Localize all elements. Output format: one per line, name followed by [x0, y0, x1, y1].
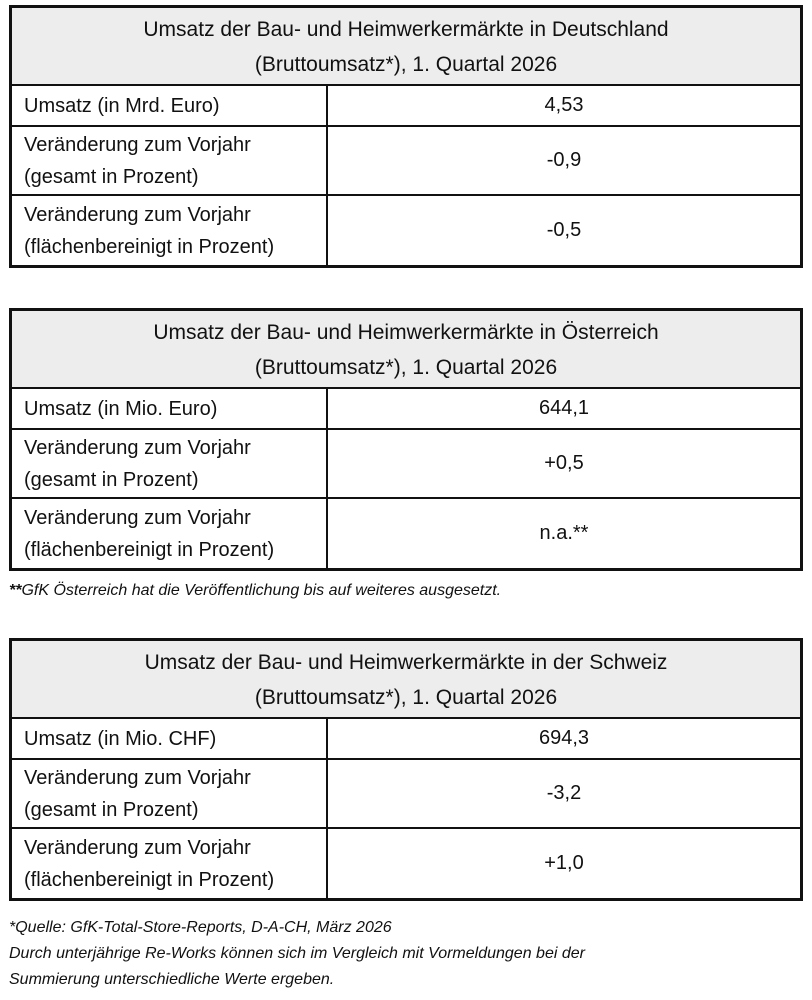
- row-label-line: Veränderung zum Vorjahr: [24, 506, 251, 529]
- row-label: [12, 760, 328, 827]
- row-label-line: Umsatz (in Mio. Euro): [24, 397, 218, 420]
- row-label: [12, 127, 328, 194]
- row-value: +0,5: [544, 452, 584, 474]
- footnote-text: GfK Österreich hat die Veröffentlichung bis auf weiteres ausgesetzt.: [21, 582, 502, 599]
- row-label: [12, 86, 328, 125]
- table-header: [12, 641, 800, 719]
- table-title: Umsatz der Bau- und Heimwerkermärkte in Österreich: [153, 321, 659, 344]
- row-label: [12, 430, 328, 497]
- row-label-line: (gesamt in Prozent): [24, 165, 199, 188]
- row-value: -3,2: [546, 782, 582, 804]
- table-subtitle: (Bruttoumsatz*), 1. Quartal 2026: [254, 686, 558, 709]
- table-header: [12, 311, 800, 389]
- remark-line: Summierung unterschiedliche Werte ergeben.: [9, 971, 335, 988]
- row-label: [12, 829, 328, 898]
- source-note: [9, 915, 585, 993]
- table-row: [12, 760, 800, 829]
- row-label-line: Umsatz (in Mrd. Euro): [24, 94, 220, 117]
- row-label: [12, 389, 328, 428]
- table-row: [12, 499, 800, 568]
- row-label: [12, 719, 328, 758]
- table-switzerland: [9, 638, 803, 901]
- row-label-line: (gesamt in Prozent): [24, 468, 199, 491]
- row-label-line: (flächenbereinigt in Prozent): [24, 235, 275, 258]
- table-germany: [9, 5, 803, 268]
- row-label: [12, 196, 328, 265]
- row-label: [12, 499, 328, 568]
- row-value: +1,0: [544, 852, 584, 874]
- row-value: 644,1: [538, 397, 590, 419]
- table-row: [12, 127, 800, 196]
- row-label-line: (flächenbereinigt in Prozent): [24, 868, 275, 891]
- footnote-marker: **: [9, 582, 22, 599]
- row-label-line: (gesamt in Prozent): [24, 798, 199, 821]
- row-label-line: Veränderung zum Vorjahr: [24, 766, 251, 789]
- row-label-line: Veränderung zum Vorjahr: [24, 133, 251, 156]
- row-value: -0,9: [546, 149, 582, 171]
- table-row: [12, 389, 800, 430]
- row-value: -0,5: [546, 219, 582, 241]
- row-value: n.a.**: [539, 522, 589, 544]
- table-row: [12, 196, 800, 265]
- table-title: Umsatz der Bau- und Heimwerkermärkte in Deutschland: [143, 18, 669, 41]
- row-label-line: Veränderung zum Vorjahr: [24, 436, 251, 459]
- table-subtitle: (Bruttoumsatz*), 1. Quartal 2026: [254, 53, 558, 76]
- table-subtitle: (Bruttoumsatz*), 1. Quartal 2026: [254, 356, 558, 379]
- table-row: [12, 430, 800, 499]
- remark-line: Durch unterjährige Re-Works können sich im Vergleich mit Vormeldungen bei der: [9, 945, 585, 962]
- table-header: [12, 8, 800, 86]
- row-label-line: Veränderung zum Vorjahr: [24, 203, 251, 226]
- table-row: [12, 829, 800, 898]
- row-value: 4,53: [544, 94, 584, 116]
- row-value: 694,3: [538, 727, 590, 749]
- table-row: [12, 86, 800, 127]
- source-line: *Quelle: GfK-Total-Store-Reports, D-A-CH, März 2026: [9, 919, 392, 936]
- footnote-austria: [9, 578, 501, 604]
- row-label-line: (flächenbereinigt in Prozent): [24, 538, 275, 561]
- table-austria: [9, 308, 803, 571]
- table-row: [12, 719, 800, 760]
- row-label-line: Veränderung zum Vorjahr: [24, 836, 251, 859]
- row-label-line: Umsatz (in Mio. CHF): [24, 727, 217, 750]
- table-title: Umsatz der Bau- und Heimwerkermärkte in der Schweiz: [144, 651, 668, 674]
